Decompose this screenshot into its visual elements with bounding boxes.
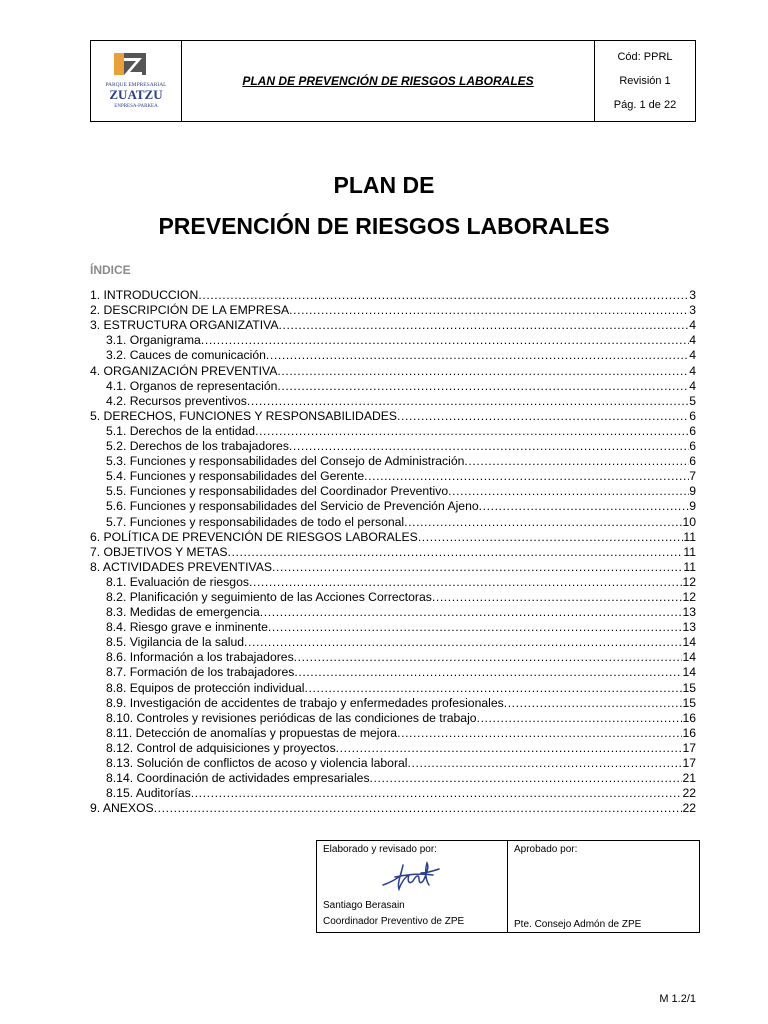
toc-entry[interactable] <box>90 423 696 438</box>
toc-entry-page: 22 <box>682 786 696 801</box>
logo-line3: ENPRESA-PARKEA <box>114 104 158 109</box>
table-of-contents <box>90 287 696 815</box>
toc-entry[interactable] <box>90 302 696 317</box>
main-title-line2: PREVENCIÓN DE RIESGOS LABORALES <box>158 213 610 239</box>
toc-leader-dots <box>289 439 689 453</box>
toc-entry[interactable] <box>90 725 696 740</box>
toc-entry-page: 11 <box>683 544 696 559</box>
toc-entry-page: 15 <box>682 695 696 710</box>
toc-entry-label: 8.14. Coordinación de actividades empresariales <box>106 771 370 786</box>
toc-entry-label: 5.1. Derechos de la entidad <box>106 423 256 438</box>
toc-entry[interactable] <box>90 378 696 393</box>
toc-leader-dots <box>294 650 683 664</box>
toc-entry-page: 21 <box>682 771 696 786</box>
toc-entry-page: 3 <box>689 303 696 318</box>
signature-table <box>316 840 700 933</box>
toc-entry[interactable] <box>90 589 696 604</box>
toc-leader-dots <box>244 635 682 649</box>
toc-entry-label: 3.1. Organigrama <box>106 333 201 348</box>
toc-entry-page: 4 <box>689 363 696 378</box>
toc-entry-label: 3.2. Cauces de comunicación <box>106 348 266 363</box>
toc-entry[interactable] <box>90 664 696 679</box>
toc-entry-page: 3 <box>689 288 696 303</box>
toc-entry-page: 14 <box>682 650 696 665</box>
toc-entry-label: 1. INTRODUCCION <box>90 288 199 303</box>
toc-entry[interactable] <box>90 332 696 347</box>
toc-entry-page: 15 <box>682 680 696 695</box>
toc-entry-page: 12 <box>682 574 696 589</box>
toc-entry[interactable] <box>90 362 696 377</box>
toc-entry[interactable] <box>90 453 696 468</box>
toc-leader-dots <box>247 394 689 408</box>
handwritten-signature <box>375 855 445 895</box>
logo-line2: ZUATZU <box>109 87 163 102</box>
toc-entry[interactable] <box>90 634 696 649</box>
toc-entry-page: 10 <box>682 514 696 529</box>
toc-leader-dots <box>294 665 682 679</box>
toc-leader-dots <box>477 711 683 725</box>
toc-entry[interactable] <box>90 649 696 664</box>
toc-entry[interactable] <box>90 438 696 453</box>
toc-entry-page: 17 <box>682 740 696 755</box>
toc-entry-label: 5.2. Derechos de los trabajadores <box>106 439 289 454</box>
toc-leader-dots <box>479 499 690 513</box>
toc-entry-label: 2. DESCRIPCIÓN DE LA EMPRESA <box>90 303 290 318</box>
toc-entry[interactable] <box>90 574 696 589</box>
toc-entry-label: 5.5. Funciones y responsabilidades del Coordinador Preventivo <box>106 484 449 499</box>
toc-entry-label: 8.13. Solución de conflictos de acoso y violencia laboral <box>106 756 408 770</box>
index-heading: ÍNDICE <box>90 263 131 277</box>
toc-entry-page: 17 <box>682 756 696 770</box>
toc-entry[interactable] <box>90 544 696 559</box>
toc-entry[interactable] <box>90 317 696 332</box>
toc-entry[interactable] <box>90 604 696 619</box>
toc-entry-label: 8.3. Medidas de emergencia <box>106 605 260 620</box>
toc-leader-dots <box>277 364 689 378</box>
approved-by-cell <box>508 841 699 932</box>
toc-entry[interactable] <box>90 287 696 302</box>
toc-entry-page: 5 <box>689 393 696 408</box>
toc-entry-page: 16 <box>682 710 696 725</box>
toc-entry-page: 4 <box>689 333 696 348</box>
toc-entry-page: 12 <box>682 589 696 604</box>
toc-entry-label: 8.4. Riesgo grave e inminente <box>106 620 268 635</box>
toc-entry-page: 9 <box>689 499 696 514</box>
toc-entry-page: 11 <box>683 559 696 574</box>
toc-entry-label: 4.2. Recursos preventivos <box>106 393 247 408</box>
toc-leader-dots <box>272 560 683 574</box>
toc-leader-dots <box>260 605 683 619</box>
toc-leader-dots <box>397 409 689 423</box>
toc-entry-page: 6 <box>689 439 696 454</box>
prepared-by-heading: Elaborado y revisado por: <box>323 844 437 855</box>
toc-entry[interactable] <box>90 408 696 423</box>
toc-entry-page: 14 <box>682 665 696 680</box>
toc-entry-label: 8.1. Evaluación de riesgos <box>106 574 249 589</box>
toc-entry-page: 22 <box>682 801 696 816</box>
toc-leader-dots <box>370 771 683 785</box>
company-logo <box>91 41 182 121</box>
toc-entry[interactable] <box>90 559 696 574</box>
toc-entry[interactable] <box>90 619 696 634</box>
toc-leader-dots <box>228 545 684 559</box>
toc-entry-label: 8.8. Equipos de protección individual <box>106 680 305 695</box>
toc-leader-dots <box>249 575 682 589</box>
page-indicator: Pág. 1 de 22 <box>613 99 677 111</box>
header-meta <box>595 41 695 121</box>
toc-entry[interactable] <box>90 785 696 800</box>
toc-entry[interactable] <box>90 710 696 725</box>
toc-entry[interactable] <box>90 513 696 528</box>
toc-entry-label: 3. ESTRUCTURA ORGANIZATIVA <box>90 318 279 333</box>
toc-leader-dots <box>404 515 682 529</box>
toc-entry-label: 5.3. Funciones y responsabilidades del Consejo de Administración <box>106 454 465 469</box>
toc-entry-label: 8.7. Formación de los trabajadores <box>106 665 295 680</box>
toc-leader-dots <box>464 454 689 468</box>
toc-leader-dots <box>418 530 684 544</box>
toc-leader-dots <box>154 801 683 815</box>
toc-leader-dots <box>191 786 683 800</box>
document-code: Cód: PPRL <box>617 51 673 63</box>
toc-leader-dots <box>397 726 682 740</box>
toc-leader-dots <box>305 681 683 695</box>
toc-entry[interactable] <box>90 498 696 513</box>
toc-leader-dots <box>432 590 683 604</box>
toc-leader-dots <box>266 348 689 362</box>
toc-entry[interactable] <box>90 679 696 694</box>
toc-entry-label: 8.6. Información a los trabajadores <box>106 650 294 665</box>
toc-entry-label: 8.11. Detección de anomalías y propuestas de mejora <box>106 725 398 740</box>
toc-entry-label: 4.1. Organos de representación <box>106 378 278 393</box>
toc-entry[interactable] <box>90 695 696 710</box>
preparer-role: Coordinador Preventivo de ZPE <box>323 916 465 927</box>
toc-leader-dots <box>448 484 689 498</box>
footer-form-code: M 1.2/1 <box>659 993 696 1005</box>
toc-entry-page: 16 <box>682 725 696 740</box>
toc-entry-page: 6 <box>689 423 696 438</box>
toc-leader-dots <box>278 318 689 332</box>
toc-entry[interactable] <box>90 740 696 755</box>
document-revision: Revisión 1 <box>619 75 671 87</box>
toc-leader-dots <box>504 696 683 710</box>
toc-entry-page: 13 <box>682 620 696 635</box>
toc-entry-label: 8.2. Planificación y seguimiento de las Acciones Correctoras <box>106 589 432 604</box>
toc-entry[interactable] <box>90 800 696 815</box>
toc-leader-dots <box>201 333 689 347</box>
toc-entry-label: 5.6. Funciones y responsabilidades del Servicio de Prevención Ajeno <box>106 499 479 514</box>
toc-leader-dots <box>277 379 689 393</box>
toc-entry[interactable] <box>90 770 696 785</box>
toc-entry-label: 7. OBJETIVOS Y METAS <box>90 544 228 559</box>
toc-entry[interactable] <box>90 529 696 544</box>
toc-entry[interactable] <box>90 393 696 408</box>
toc-entry[interactable] <box>90 468 696 483</box>
logo-line1: PARQUE EMPRESARIAL <box>105 82 167 88</box>
toc-leader-dots <box>336 741 683 755</box>
toc-leader-dots <box>198 288 689 302</box>
toc-entry-label: 8. ACTIVIDADES PREVENTIVAS <box>90 559 272 574</box>
prepared-by-cell <box>317 841 508 932</box>
document-header <box>90 40 696 122</box>
toc-entry-label: 8.15. Auditorías <box>106 786 191 801</box>
toc-leader-dots <box>408 756 683 770</box>
toc-entry-page: 14 <box>682 635 696 650</box>
toc-entry-page: 4 <box>689 378 696 393</box>
toc-entry-label: 8.9. Investigación de accidentes de trabajo y enfermedades profesionales <box>106 695 504 710</box>
toc-entry-page: 11 <box>683 529 696 544</box>
toc-entry[interactable] <box>90 483 696 498</box>
toc-entry-page: 6 <box>689 408 696 423</box>
toc-entry-label: 5.4. Funciones y responsabilidades del Gerente <box>106 469 365 484</box>
toc-entry-label: 8.5. Vigilancia de la salud <box>106 635 244 650</box>
toc-leader-dots <box>255 424 689 438</box>
toc-entry-page: 4 <box>689 318 696 333</box>
toc-entry-page: 4 <box>689 348 696 363</box>
toc-entry[interactable] <box>90 347 696 362</box>
toc-entry-label: 8.12. Control de adquisiciones y proyectos <box>106 740 336 755</box>
toc-entry[interactable] <box>90 755 696 770</box>
approved-by-heading: Aprobado por: <box>514 844 578 855</box>
toc-entry-label: 5.7. Funciones y responsabilidades de todo el personal <box>106 514 405 529</box>
toc-entry-label: 4. ORGANIZACIÓN PREVENTIVA <box>90 363 278 378</box>
toc-entry-page: 13 <box>682 605 696 620</box>
toc-entry-page: 7 <box>689 469 696 484</box>
header-document-title: PLAN DE PREVENCIÓN DE RIESGOS LABORALES <box>182 41 595 121</box>
toc-entry-label: 5. DERECHOS, FUNCIONES Y RESPONSABILIDADES <box>90 408 398 423</box>
toc-leader-dots <box>364 469 689 483</box>
approver-role: Pte. Consejo Admón de ZPE <box>514 919 642 930</box>
toc-leader-dots <box>268 620 683 634</box>
toc-entry-page: 9 <box>689 484 696 499</box>
toc-leader-dots <box>289 303 689 317</box>
preparer-name: Santiago Berasain <box>323 900 405 911</box>
toc-entry-label: 8.10. Controles y revisiones periódicas de las condiciones de trabajo <box>106 710 477 725</box>
zuatzu-logo-icon <box>100 50 172 112</box>
toc-entry-label: 9. ANEXOS <box>90 801 154 816</box>
toc-entry-page: 6 <box>689 454 696 469</box>
toc-entry-label: 6. POLÍTICA DE PREVENCIÓN DE RIESGOS LABORALES <box>90 529 418 544</box>
main-title-line1: PLAN DE <box>333 172 435 198</box>
